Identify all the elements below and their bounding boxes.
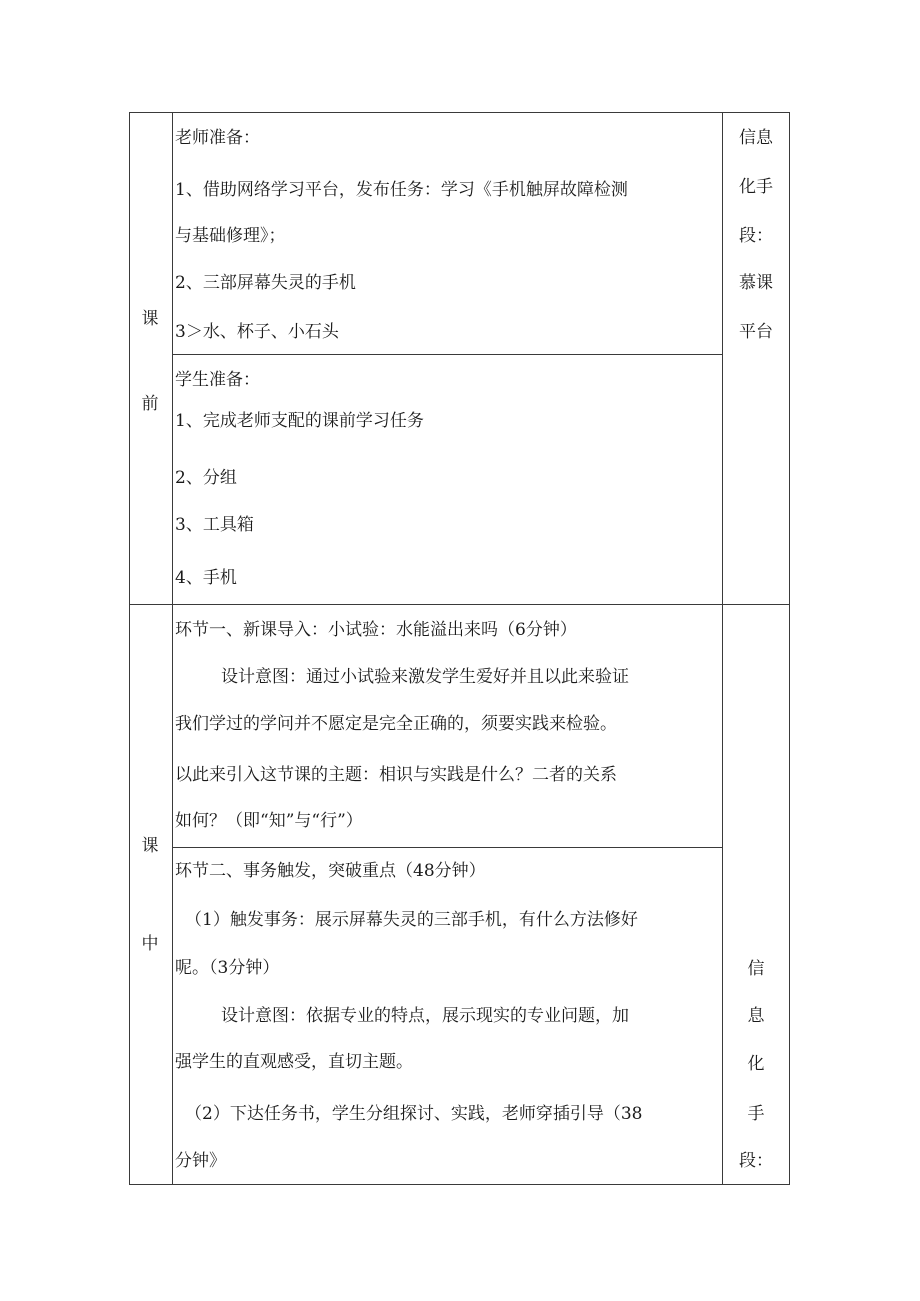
step2-item1-line-2: 呢。（3分钟）: [175, 958, 280, 978]
step1-intent-line-3: 以此来引入这节课的主题：相识与实践是什么？二者的关系: [175, 765, 617, 785]
info-means-before-3: 段：: [739, 226, 773, 246]
info-means-before-4: 慕课: [739, 273, 773, 293]
info-means-in-5: 段：: [739, 1151, 773, 1171]
student-prep-line-2: 2、分组: [175, 468, 237, 488]
step2-item2-line-2: 分钟》: [175, 1151, 226, 1171]
step2-intent-line-2: 强学生的直观感受，直切主题。: [175, 1052, 413, 1072]
info-means-in-1: 信: [747, 959, 765, 979]
step2-intent-line-1: 设计意图：依据专业的特点，展示现实的专业问题，加: [221, 1006, 629, 1026]
in-class-label-2: 中: [141, 934, 159, 954]
info-means-in-3: 化: [747, 1054, 765, 1074]
before-class-label-2: 前: [141, 394, 159, 414]
student-prep-line-3: 3、工具箱: [175, 515, 254, 535]
step2-item1-line-1: （1）触发事务：展示屏幕失灵的三部手机，有什么方法修好: [185, 910, 638, 930]
step1-intent-line-1: 设计意图：通过小试验来激发学生爱好并且以此来验证: [221, 667, 629, 687]
teacher-prep-heading: 老师准备：: [175, 128, 260, 148]
info-means-before-1: 信息: [739, 128, 773, 148]
teacher-prep-line-4: 3＞水、杯子、小石头: [175, 322, 339, 342]
step2-item2-line-1: （2）下达任务书，学生分组探讨、实践，老师穿插引导（38: [185, 1104, 643, 1124]
row-divider: [129, 604, 790, 605]
step1-intent-line-4: 如何？（即“知”与“行”）: [175, 811, 363, 831]
table-top-border: [129, 112, 790, 113]
student-prep-line-1: 1、完成老师支配的课前学习任务: [175, 411, 424, 431]
info-means-in-2: 息: [747, 1006, 765, 1026]
info-means-in-4: 手: [747, 1104, 765, 1124]
table-left-border: [129, 112, 130, 1185]
step-divider: [172, 847, 722, 848]
label-column-divider: [172, 112, 173, 1185]
teacher-student-divider: [172, 354, 722, 355]
step1-title: 环节一、新课导入：小试验：水能溢出来吗（6分钟）: [175, 620, 577, 640]
student-prep-line-4: 4、手机: [175, 568, 237, 588]
teacher-prep-line-2: 与基础修理》；: [175, 226, 286, 246]
step2-title: 环节二、事务触发，突破重点（48分钟）: [175, 861, 486, 881]
teacher-prep-line-3: 2、三部屏幕失灵的手机: [175, 273, 356, 293]
info-means-before-2: 化手: [739, 177, 773, 197]
table-bottom-border: [129, 1184, 790, 1185]
before-class-label-1: 课: [141, 309, 159, 329]
step1-intent-line-2: 我们学过的学问并不愿定是完全正确的，须要实践来检验。: [175, 714, 617, 734]
in-class-label-1: 课: [141, 836, 159, 856]
student-prep-heading: 学生准备：: [175, 370, 260, 390]
teacher-prep-line-1: 1、借助网络学习平台，发布任务：学习《手机触屏故障检测: [175, 180, 628, 200]
table-right-border: [789, 112, 790, 1185]
info-means-before-5: 平台: [739, 322, 773, 342]
